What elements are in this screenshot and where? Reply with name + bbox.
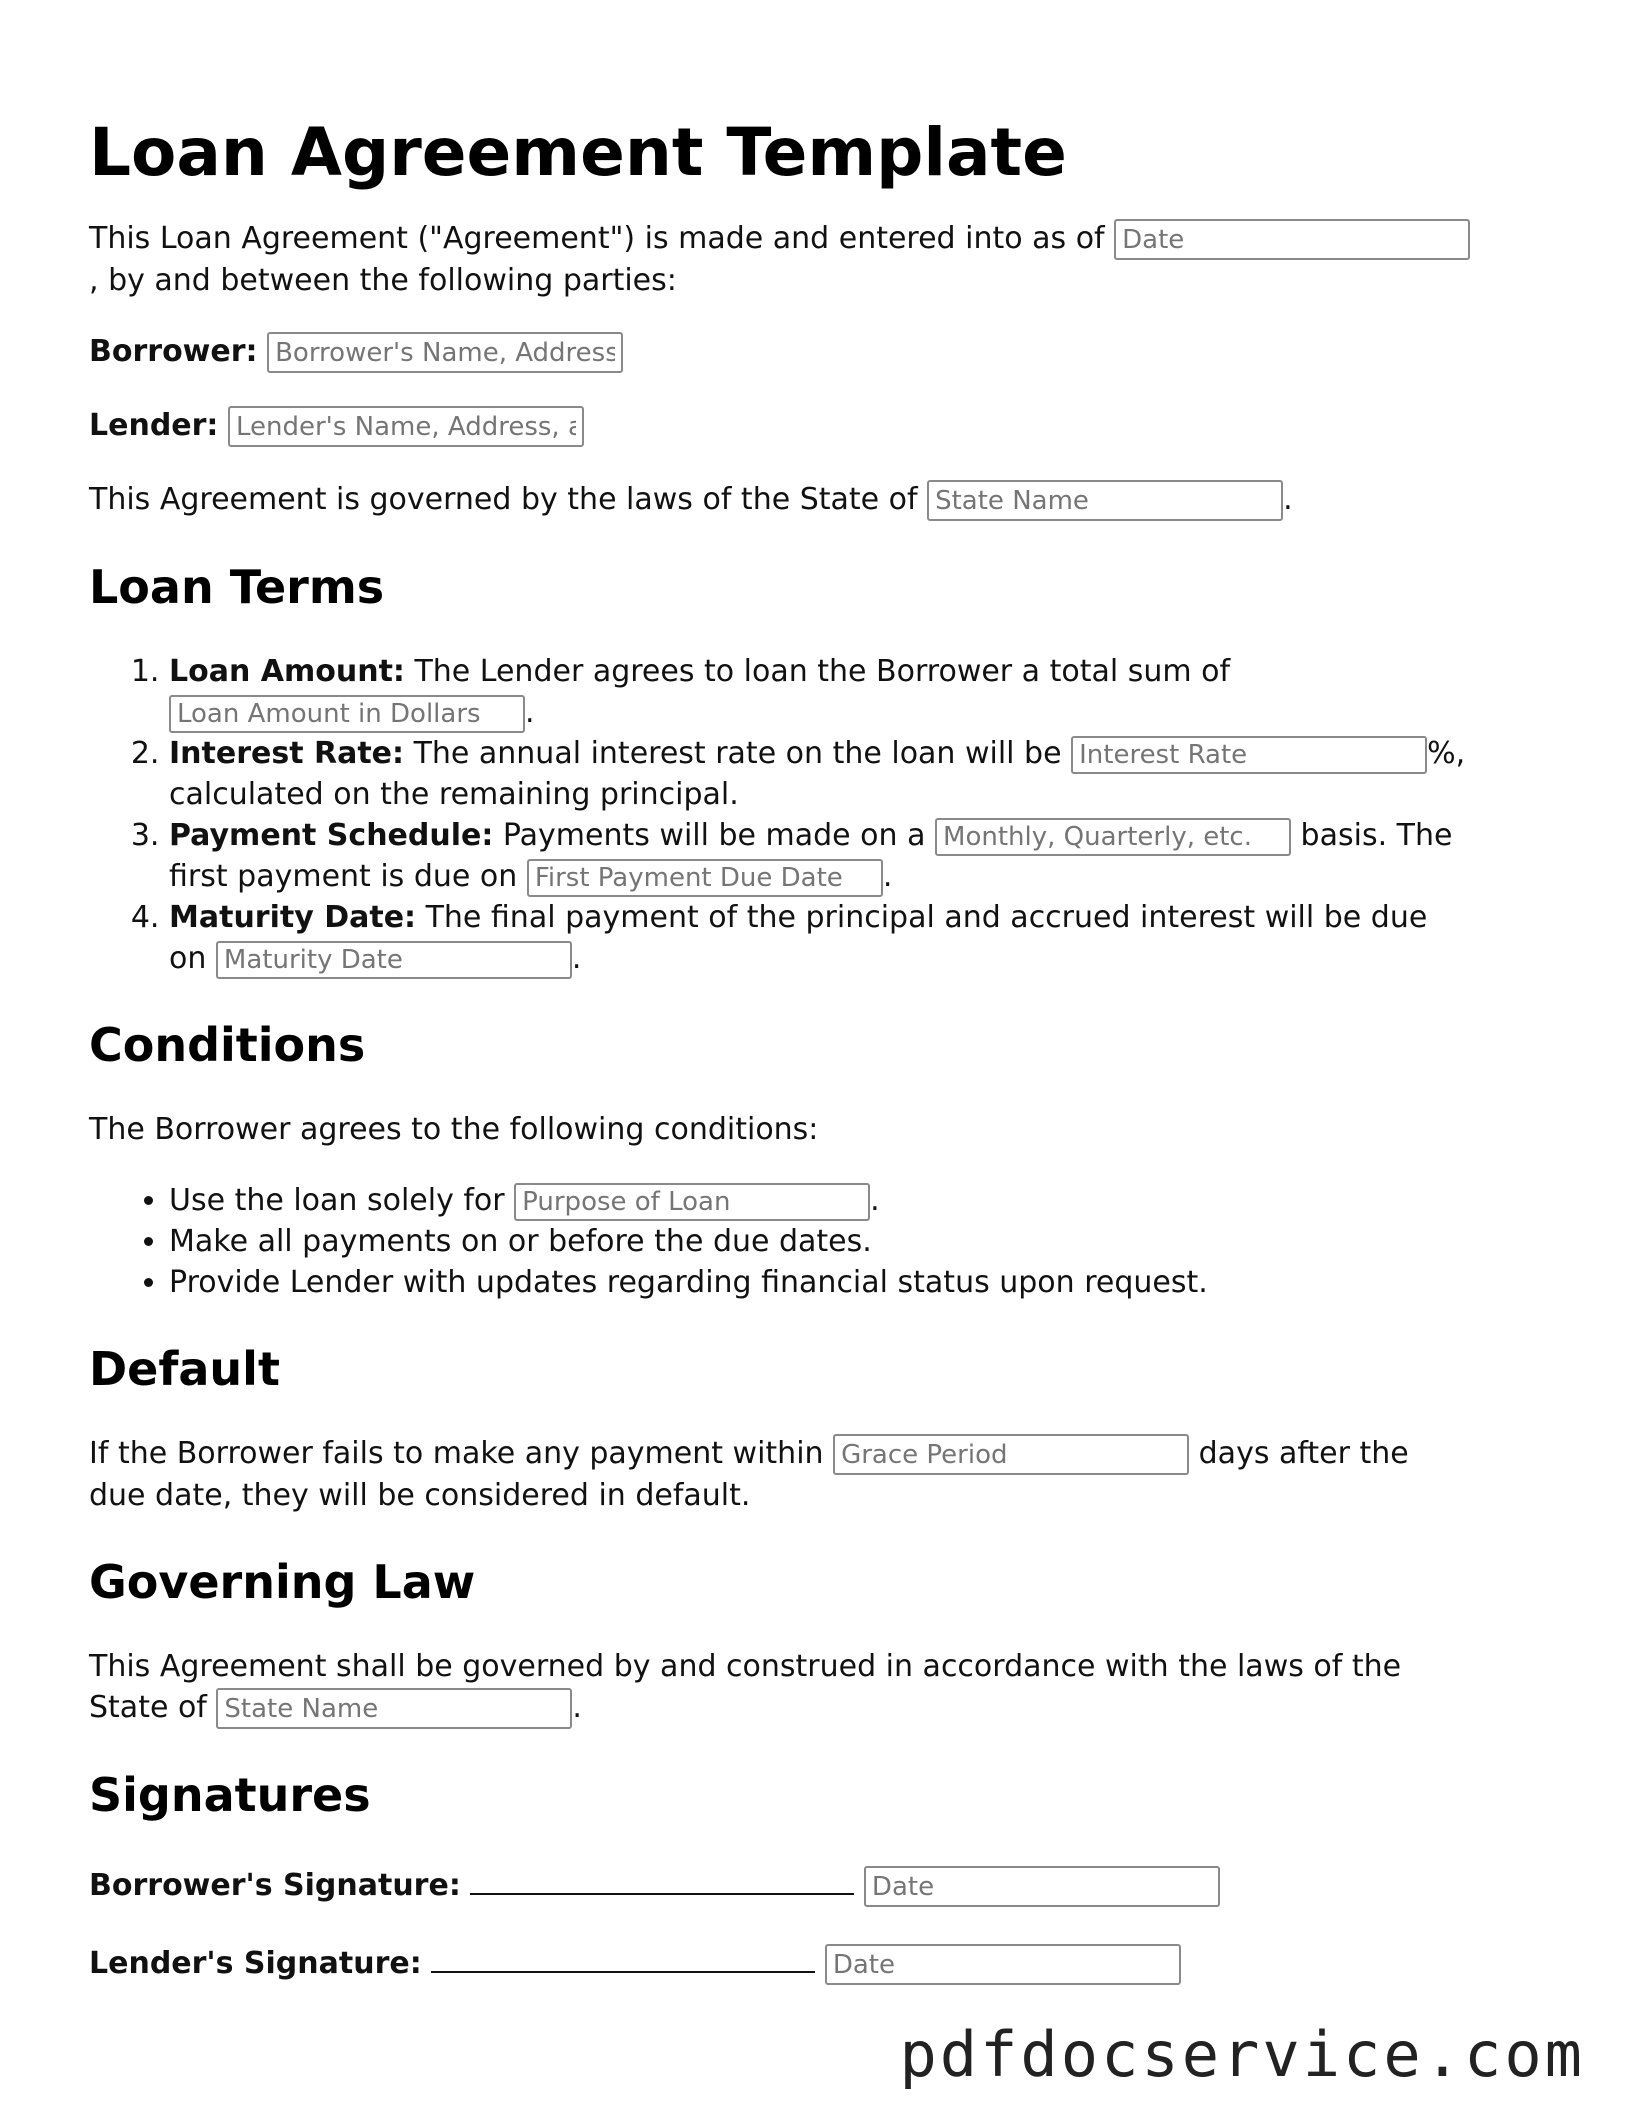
condition-text: Use the loan solely for bbox=[169, 1183, 505, 1218]
borrower-label: Borrower: bbox=[89, 334, 258, 369]
lender-label: Lender: bbox=[89, 408, 219, 443]
maturity-date-label: Maturity Date: bbox=[169, 900, 417, 935]
maturity-period: . bbox=[571, 941, 582, 976]
loan-terms-heading: Loan Terms bbox=[89, 560, 385, 614]
first-payment-text: first payment is due on bbox=[169, 859, 518, 894]
payment-schedule-after: basis. The bbox=[1291, 818, 1453, 853]
default-text-after: days after the bbox=[1198, 1436, 1409, 1471]
payment-frequency-input[interactable] bbox=[935, 818, 1291, 856]
governing-law-state-text: State of bbox=[89, 1690, 207, 1725]
borrower-signature-label: Borrower's Signature: bbox=[89, 1868, 461, 1903]
governing-law-text: This Agreement shall be governed by and construed in accordance with the laws of the bbox=[89, 1649, 1402, 1684]
condition-item: • Provide Lender with updates regarding financial status upon request. bbox=[169, 1262, 1549, 1303]
default-text-2: due date, they will be considered in default. bbox=[89, 1478, 751, 1513]
loan-amount-label: Loan Amount: bbox=[169, 654, 405, 689]
interest-rate-input[interactable] bbox=[1071, 736, 1427, 774]
lender-signature-line[interactable] bbox=[431, 1939, 815, 1973]
lender-signature-label: Lender's Signature: bbox=[89, 1946, 422, 1981]
governing-law-period: . bbox=[572, 1690, 582, 1725]
governed-period: . bbox=[1283, 482, 1293, 517]
conditions-heading: Conditions bbox=[89, 1018, 366, 1072]
first-payment-date-input[interactable] bbox=[527, 859, 883, 897]
interest-rate-text: The annual interest rate on the loan will be bbox=[404, 736, 1062, 771]
governing-law-paragraph bbox=[89, 1646, 1549, 1729]
watermark: pdfdocservice.com bbox=[899, 2018, 1585, 2091]
default-paragraph bbox=[89, 1433, 1549, 1516]
governed-row bbox=[89, 479, 1549, 521]
intro-paragraph bbox=[89, 218, 1549, 301]
borrower-signature-line[interactable] bbox=[470, 1861, 854, 1895]
governed-text: This Agreement is governed by the laws of the State of bbox=[89, 482, 918, 517]
grace-period-input[interactable] bbox=[833, 1434, 1189, 1475]
loan-amount-text: The Lender agrees to loan the Borrower a total sum of bbox=[404, 654, 1231, 689]
interest-rate-percent: %, bbox=[1427, 736, 1466, 771]
conditions-intro: The Borrower agrees to the following conditions: bbox=[89, 1112, 819, 1147]
maturity-date-item bbox=[169, 897, 1549, 979]
agreement-date-input[interactable] bbox=[1114, 219, 1470, 260]
interest-rate-item bbox=[169, 733, 1549, 815]
intro-text-after: , by and between the following parties: bbox=[89, 263, 677, 298]
borrower-signature-date-input[interactable] bbox=[864, 1866, 1220, 1907]
lender-signature-date-input[interactable] bbox=[825, 1944, 1181, 1985]
interest-rate-text-2: calculated on the remaining principal. bbox=[169, 777, 739, 812]
signatures-heading: Signatures bbox=[89, 1768, 371, 1822]
condition-item bbox=[169, 1180, 1549, 1221]
loan-amount-item bbox=[169, 651, 1549, 733]
condition-item: • Make all payments on or before the due dates. bbox=[169, 1221, 1549, 1262]
lender-info-input[interactable] bbox=[228, 406, 584, 447]
borrower-row bbox=[89, 331, 1549, 373]
interest-rate-label: Interest Rate: bbox=[169, 736, 405, 771]
default-heading: Default bbox=[89, 1342, 280, 1396]
page-title: Loan Agreement Template bbox=[89, 114, 1067, 191]
maturity-on-text: on bbox=[169, 941, 207, 976]
payment-schedule-item bbox=[169, 815, 1549, 897]
loan-amount-period: . bbox=[525, 695, 535, 730]
default-text: If the Borrower fails to make any payment within bbox=[89, 1436, 824, 1471]
governing-law-heading: Governing Law bbox=[89, 1555, 476, 1609]
lender-signature-row bbox=[89, 1939, 1549, 1985]
borrower-signature-row bbox=[89, 1861, 1549, 1907]
payment-schedule-text: Payments will be made on a bbox=[493, 818, 926, 853]
conditions-list bbox=[89, 1180, 1549, 1303]
payment-schedule-label: Payment Schedule: bbox=[169, 818, 494, 853]
condition-period: . bbox=[870, 1183, 880, 1218]
loan-terms-list bbox=[89, 651, 1549, 979]
maturity-date-input[interactable] bbox=[216, 941, 572, 979]
loan-purpose-input[interactable] bbox=[514, 1183, 870, 1221]
borrower-info-input[interactable] bbox=[267, 332, 623, 373]
governed-state-input[interactable] bbox=[927, 480, 1283, 521]
lender-row bbox=[89, 405, 1549, 447]
loan-amount-input[interactable] bbox=[169, 695, 525, 733]
maturity-date-text: The final payment of the principal and accrued interest will be due bbox=[416, 900, 1428, 935]
governing-state-input[interactable] bbox=[216, 1688, 572, 1729]
first-payment-period: . bbox=[882, 859, 893, 894]
document-page bbox=[89, 108, 1549, 1985]
intro-text: This Loan Agreement ("Agreement") is made and entered into as of bbox=[89, 221, 1105, 256]
